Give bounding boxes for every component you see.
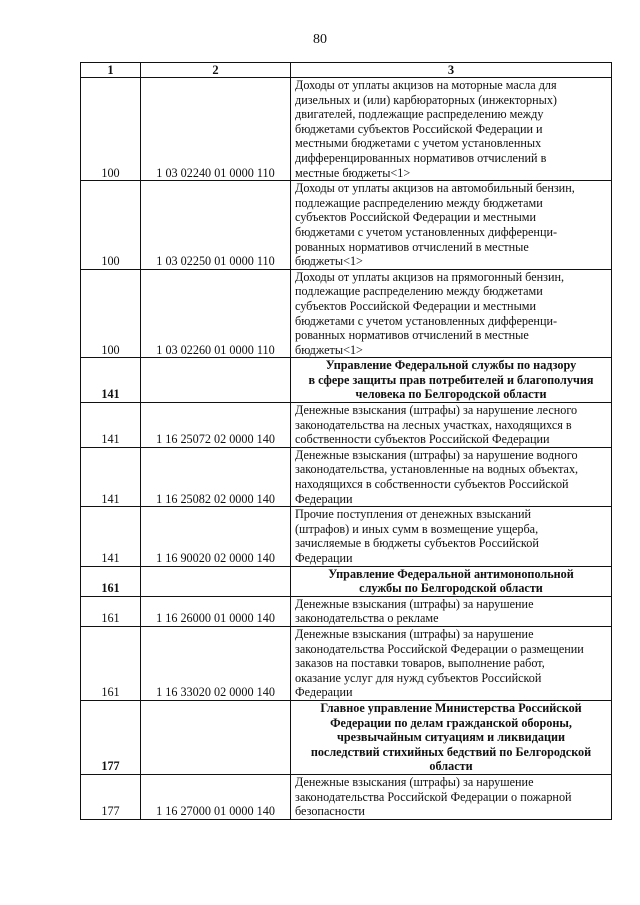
description-line: подлежащие распределению между бюджетами: [295, 284, 543, 299]
revenue-description-cell: [291, 78, 612, 181]
budget-classification-code-cell: 1 16 90020 02 0000 140: [141, 507, 291, 566]
description-line: Денежные взыскания (штрафы) за нарушение водного: [295, 447, 578, 462]
description-line: бюджетами с учетом установленных дифференци-: [295, 224, 558, 239]
column-header-admin: 1: [81, 63, 141, 78]
admin-code-cell: 177: [81, 700, 141, 774]
revenue-description-cell: [291, 181, 612, 270]
description-line: подлежащие распределению между бюджетами: [295, 195, 543, 210]
description-line: законодательства Российской Федерации о размещении: [295, 641, 584, 656]
admin-code-cell: 100: [81, 78, 141, 181]
admin-code-cell: 161: [81, 596, 141, 626]
admin-code-cell: 141: [81, 358, 141, 403]
budget-classification-code-cell: 1 16 25082 02 0000 140: [141, 447, 291, 506]
description-line: собственности субъектов Российской Федерации: [295, 432, 550, 447]
admin-code-cell: 141: [81, 507, 141, 566]
table-header-row: [81, 63, 612, 78]
table-body: [81, 78, 612, 820]
admin-code-cell: 177: [81, 774, 141, 819]
revenue-description-cell: [291, 774, 612, 819]
budget-classification-code-cell: [141, 358, 291, 403]
description-line: бюджетами субъектов Российской Федерации и: [295, 121, 543, 136]
description-line: законодательства, установленные на водных объектах,: [295, 462, 579, 477]
description-line: Управление Федеральной службы по надзору: [325, 358, 577, 373]
description-line: Доходы от уплаты акцизов на моторные масла для: [295, 78, 557, 92]
budget-classification-code-cell: 1 16 26000 01 0000 140: [141, 596, 291, 626]
description-line: законодательства о рекламе: [295, 611, 439, 626]
description-line: субъектов Российской Федерации и местными: [295, 298, 536, 313]
description-line: Федерации по делам гражданской обороны,: [330, 715, 572, 730]
table-row: [81, 78, 612, 181]
budget-classification-code-cell: 1 03 02260 01 0000 110: [141, 269, 291, 358]
revenue-description-cell: [291, 596, 612, 626]
description-line: Денежные взыскания (штрафы) за нарушение: [295, 596, 534, 611]
revenue-codes-table: [80, 62, 612, 820]
description-line: в сфере защиты прав потребителей и благополучия: [308, 372, 594, 387]
description-line: Денежные взыскания (штрафы) за нарушение лесного: [295, 403, 578, 418]
description-line: находящихся в собственности субъектов Российской: [295, 477, 569, 492]
description-line: области: [429, 759, 473, 774]
revenue-description-cell: [291, 507, 612, 566]
budget-classification-code-cell: 1 16 27000 01 0000 140: [141, 774, 291, 819]
admin-code-cell: 100: [81, 181, 141, 270]
table-row: [81, 774, 612, 819]
organization-row: [81, 358, 612, 403]
description-line: двигателей, подлежащие распределению между: [295, 107, 544, 122]
revenue-description-cell: [291, 626, 612, 700]
description-line: рованных нормативов отчислений в местные: [295, 239, 529, 254]
description-line: субъектов Российской Федерации и местными: [295, 210, 536, 225]
description-line: Денежные взыскания (штрафы) за нарушение: [295, 626, 534, 641]
description-line: Главное управление Министерства Российской: [320, 700, 582, 715]
admin-code-cell: 141: [81, 403, 141, 448]
column-header-code: 2: [141, 63, 291, 78]
table-row: [81, 447, 612, 506]
description-line: Доходы от уплаты акцизов на прямогонный бензин,: [295, 269, 565, 284]
description-line: чрезвычайным ситуациям и ликвидации: [336, 730, 566, 745]
description-line: дизельных и (или) карбюраторных (инжекторных): [295, 92, 557, 107]
revenue-description-cell: [291, 447, 612, 506]
budget-classification-code-cell: [141, 700, 291, 774]
description-line: бюджеты<1>: [295, 342, 363, 357]
description-line: последствий стихийных бедствий по Белгородской: [310, 744, 592, 759]
description-line: Доходы от уплаты акцизов на автомобильный бензин,: [295, 181, 575, 196]
description-line: бюджеты<1>: [295, 254, 363, 269]
description-line: бюджетами с учетом установленных дифференци-: [295, 313, 558, 328]
page-number: 80: [313, 32, 327, 47]
revenue-description-cell: [291, 403, 612, 448]
description-line: законодательства на лесных участках, находящихся в: [295, 417, 572, 432]
table-row: [81, 626, 612, 700]
budget-classification-code-cell: 1 16 33020 02 0000 140: [141, 626, 291, 700]
revenue-description-cell: [291, 269, 612, 358]
description-line: местными бюджетами с учетом установленных: [295, 136, 542, 151]
description-line: (штрафов) и иных сумм в возмещение ущерба,: [295, 521, 539, 536]
description-line: зачисляемые в бюджеты субъектов Российской: [295, 536, 539, 551]
table-row: [81, 403, 612, 448]
admin-code-cell: 141: [81, 447, 141, 506]
organization-title-cell: [291, 566, 612, 596]
description-line: Федерации: [295, 491, 353, 506]
budget-classification-code-cell: 1 16 25072 02 0000 140: [141, 403, 291, 448]
organization-row: [81, 566, 612, 596]
budget-classification-code-cell: 1 03 02250 01 0000 110: [141, 181, 291, 270]
description-line: Федерации: [295, 551, 353, 565]
budget-classification-code-cell: 1 03 02240 01 0000 110: [141, 78, 291, 181]
column-header-description: 3: [291, 63, 612, 78]
organization-title-cell: [291, 358, 612, 403]
description-line: Денежные взыскания (штрафы) за нарушение: [295, 774, 534, 789]
organization-row: [81, 700, 612, 774]
description-line: службы по Белгородской области: [359, 581, 543, 596]
admin-code-cell: 100: [81, 269, 141, 358]
description-line: Прочие поступления от денежных взысканий: [295, 507, 532, 522]
description-line: местные бюджеты<1>: [295, 165, 411, 180]
table-row: [81, 181, 612, 270]
description-line: оказание услуг для нужд субъектов Российской: [295, 670, 542, 685]
description-line: заказов на поставки товаров, выполнение работ,: [295, 656, 545, 671]
description-line: законодательства Российской Федерации о пожарной: [295, 789, 572, 804]
description-line: рованных нормативов отчислений в местные: [295, 328, 529, 343]
budget-classification-code-cell: [141, 566, 291, 596]
table-row: [81, 596, 612, 626]
organization-title-cell: [291, 700, 612, 774]
table-row: [81, 269, 612, 358]
table-row: [81, 507, 612, 566]
description-line: Управление Федеральной антимонопольной: [328, 566, 574, 581]
admin-code-cell: 161: [81, 566, 141, 596]
description-line: Федерации: [295, 685, 353, 700]
description-line: безопасности: [295, 804, 365, 819]
description-line: человека по Белгородской области: [355, 387, 547, 402]
description-line: дифференцированных нормативов отчислений в: [295, 150, 547, 165]
admin-code-cell: 161: [81, 626, 141, 700]
